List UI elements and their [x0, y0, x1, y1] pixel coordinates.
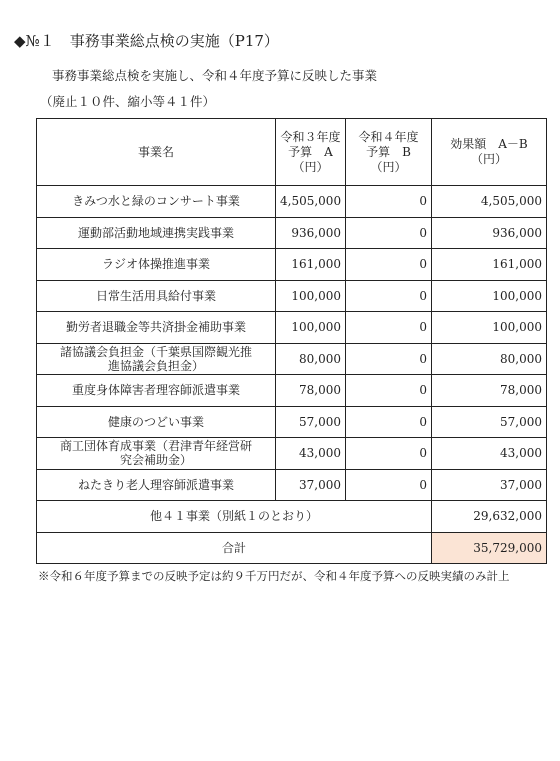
- fy3-budget-value: 37,000: [276, 469, 346, 501]
- project-name: ねたきり老人理容師派遣事業: [37, 469, 276, 501]
- fy3-budget-value: 80,000: [276, 343, 346, 375]
- fy3-budget-value: 936,000: [276, 217, 346, 249]
- fy4-budget-value: 0: [346, 406, 432, 438]
- project-name: 運動部活動地域連携実践事業: [37, 217, 276, 249]
- effect-value: 57,000: [432, 406, 547, 438]
- project-name: きみつ水と緑のコンサート事業: [37, 186, 276, 218]
- header-fy4-budget: 令和４年度 予算 B （円）: [346, 119, 432, 186]
- project-name: 諸協議会負担金（千葉県国際観光推 進協議会負担金）: [37, 343, 276, 375]
- other-projects-label: 他４１事業（別紙１のとおり）: [37, 501, 432, 533]
- project-name: 商工団体育成事業（君津青年経営研 究会補助金）: [37, 438, 276, 470]
- effect-value: 100,000: [432, 280, 547, 312]
- other-projects-effect: 29,632,000: [432, 501, 547, 533]
- fy4-budget-value: 0: [346, 280, 432, 312]
- table-row: [37, 375, 547, 407]
- fy3-budget-value: 78,000: [276, 375, 346, 407]
- fy4-budget-value: 0: [346, 312, 432, 344]
- effect-value: 37,000: [432, 469, 547, 501]
- total-row: [37, 532, 547, 564]
- effect-value: 78,000: [432, 375, 547, 407]
- total-label: 合計: [37, 532, 432, 564]
- table-row: [37, 469, 547, 501]
- table-row: [37, 312, 547, 344]
- page-heading: ◆№１ 事務事業総点検の実施（P17）: [14, 32, 279, 50]
- table-row: [37, 280, 547, 312]
- table-header-row: [37, 119, 547, 186]
- effect-value: 100,000: [432, 312, 547, 344]
- project-name: 日常生活用具給付事業: [37, 280, 276, 312]
- effect-value: 80,000: [432, 343, 547, 375]
- table-row: [37, 406, 547, 438]
- effect-value: 4,505,000: [432, 186, 547, 218]
- fy3-budget-value: 43,000: [276, 438, 346, 470]
- table-row: [37, 438, 547, 470]
- table-row: [37, 249, 547, 281]
- table-row: [37, 343, 547, 375]
- header-project-name: 事業名: [37, 119, 276, 186]
- budget-table: [36, 118, 547, 564]
- total-effect: 35,729,000: [432, 532, 547, 564]
- fy3-budget-value: 100,000: [276, 280, 346, 312]
- table-row: [37, 217, 547, 249]
- effect-value: 161,000: [432, 249, 547, 281]
- header-fy3-budget: 令和３年度 予算 A （円）: [276, 119, 346, 186]
- fy4-budget-value: 0: [346, 438, 432, 470]
- table-row: [37, 186, 547, 218]
- fy3-budget-value: 161,000: [276, 249, 346, 281]
- fy3-budget-value: 4,505,000: [276, 186, 346, 218]
- fy3-budget-value: 57,000: [276, 406, 346, 438]
- summary-line: 事務事業総点検を実施し、令和４年度予算に反映した事業: [52, 68, 378, 83]
- header-effect: 効果額 A－B （円）: [432, 119, 547, 186]
- fy4-budget-value: 0: [346, 249, 432, 281]
- summary-counts: （廃止１０件、縮小等４１件）: [40, 94, 216, 109]
- project-name: 健康のつどい事業: [37, 406, 276, 438]
- fy4-budget-value: 0: [346, 343, 432, 375]
- project-name: ラジオ体操推進事業: [37, 249, 276, 281]
- effect-value: 43,000: [432, 438, 547, 470]
- other-projects-row: [37, 501, 547, 533]
- fy4-budget-value: 0: [346, 469, 432, 501]
- effect-value: 936,000: [432, 217, 547, 249]
- project-name: 重度身体障害者理容師派遣事業: [37, 375, 276, 407]
- fy3-budget-value: 100,000: [276, 312, 346, 344]
- fy4-budget-value: 0: [346, 375, 432, 407]
- fy4-budget-value: 0: [346, 186, 432, 218]
- fy4-budget-value: 0: [346, 217, 432, 249]
- project-name: 勤労者退職金等共済掛金補助事業: [37, 312, 276, 344]
- footnote: ※令和６年度予算までの反映予定は約９千万円だが、令和４年度予算への反映実績のみ計上: [38, 569, 510, 583]
